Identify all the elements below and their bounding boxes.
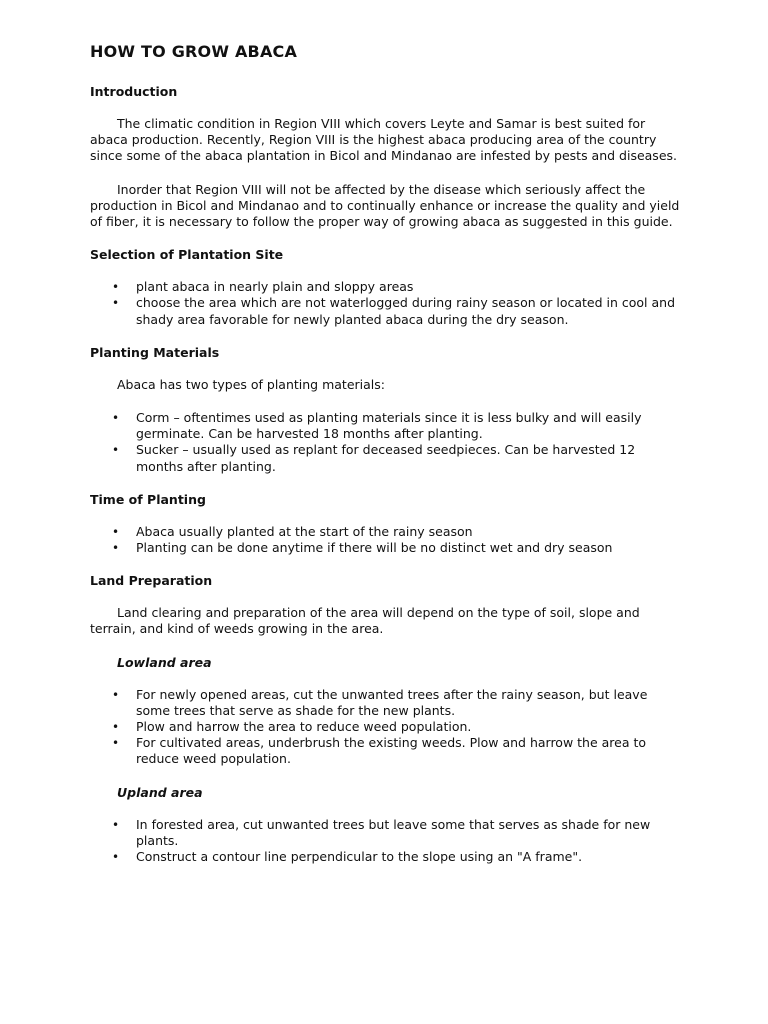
planting-materials-list xyxy=(90,410,680,475)
list-item: • In forested area, cut unwanted trees but leave some that serves as shade for new plants. xyxy=(112,816,651,848)
bullet-icon: • xyxy=(112,296,120,311)
heading-planting-materials: Planting Materials xyxy=(90,344,220,360)
list-item: • choose the area which are not waterlogged during rainy season or located in cool and shady area favorable for newly planted abaca during the dry season. xyxy=(112,295,676,327)
subheading-lowland: Lowland area xyxy=(117,654,212,670)
list-item: • Corm – oftentimes used as planting materials since it is less bulky and will easily germinate. Can be harvested 18 months after planting. xyxy=(112,410,642,442)
planting-materials-intro: Abaca has two types of planting materials: xyxy=(117,376,385,392)
lowland-list xyxy=(90,687,680,768)
land-preparation-intro: Land clearing and preparation of the area will depend on the type of soil, slope and terrain, and kind of weeds growing in the area. xyxy=(90,605,640,637)
list-item: • For newly opened areas, cut the unwanted trees after the rainy season, but leave some trees that serve as shade for the new plants. xyxy=(112,686,648,718)
intro-paragraph-1: The climatic condition in Region VIII which covers Leyte and Samar is best suited for abaca production. Recently, Region VIII is the highest abaca producing area of the country since some of the abaca plantation in Bicol and Mindanao are infested by pests and diseases. xyxy=(90,116,677,164)
bullet-icon: • xyxy=(112,524,120,539)
document-title: HOW TO GROW ABACA xyxy=(90,42,298,61)
list-item: • plant abaca in nearly plain and sloppy areas xyxy=(112,279,414,295)
bullet-icon: • xyxy=(112,443,120,458)
list-item: • Plow and harrow the area to reduce weed population. xyxy=(112,719,472,735)
list-item: • Planting can be done anytime if there will be no distinct wet and dry season xyxy=(112,540,613,556)
upland-list xyxy=(90,817,680,866)
selection-list xyxy=(90,279,680,328)
document-body xyxy=(90,41,680,865)
bullet-icon: • xyxy=(112,687,120,702)
bullet-icon: • xyxy=(112,720,120,735)
list-item: • Sucker – usually used as replant for deceased seedpieces. Can be harvested 12 months after planting. xyxy=(112,442,636,474)
list-item: • Abaca usually planted at the start of the rainy season xyxy=(112,523,473,539)
list-item: • For cultivated areas, underbrush the existing weeds. Plow and harrow the area to reduce weed population. xyxy=(112,735,647,767)
bullet-icon: • xyxy=(112,280,120,295)
subheading-upland: Upland area xyxy=(117,784,203,800)
list-item: • Construct a contour line perpendicular to the slope using an "A frame". xyxy=(112,849,583,865)
bullet-icon: • xyxy=(112,541,120,556)
intro-paragraph-2: Inorder that Region VIII will not be affected by the disease which seriously affect the production in Bicol and Mindanao and to continually enhance or increase the quality and yield of fiber, it is necessary to follow the proper way of growing abaca as suggested in this guide. xyxy=(90,181,680,230)
bullet-icon: • xyxy=(112,736,120,751)
heading-selection: Selection of Plantation Site xyxy=(90,247,284,263)
bullet-icon: • xyxy=(112,411,120,426)
bullet-icon: • xyxy=(112,850,120,865)
heading-land-preparation: Land Preparation xyxy=(90,573,213,589)
time-of-planting-list xyxy=(90,524,680,556)
heading-introduction: Introduction xyxy=(90,84,178,99)
bullet-icon: • xyxy=(112,817,120,832)
heading-time-of-planting: Time of Planting xyxy=(90,491,206,507)
